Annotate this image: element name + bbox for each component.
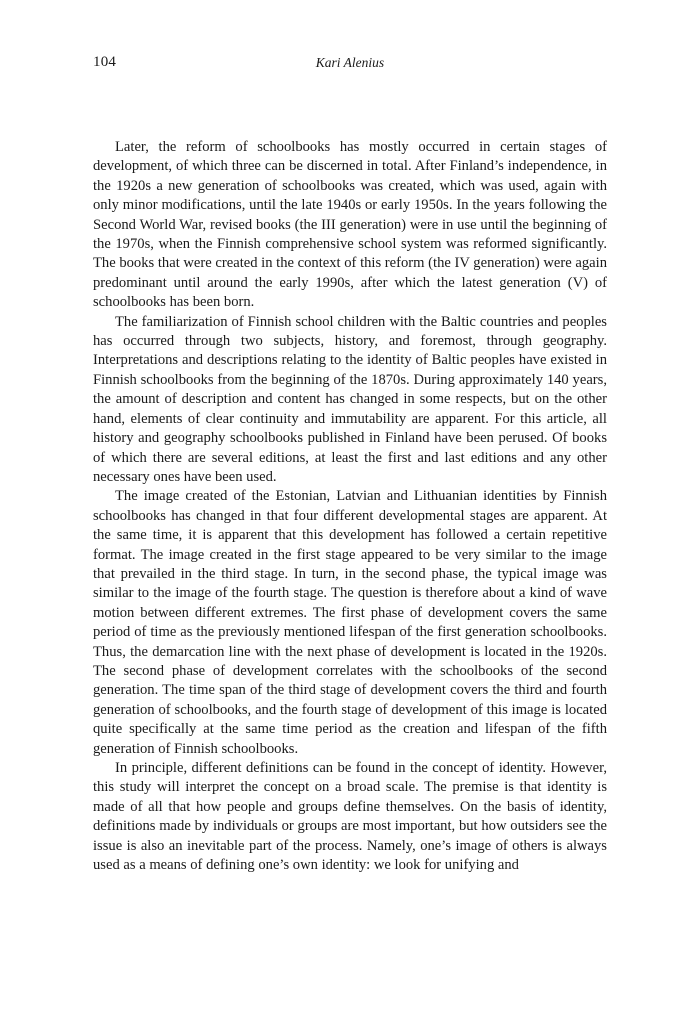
page-number: 104 bbox=[93, 54, 117, 70]
running-head-author: Kari Alenius bbox=[315, 55, 385, 70]
paragraph: In principle, different definitions can be found in the concept of identity. However, this study will interpret the concept on a broad scale. The premise is that identity is made of all that how people and groups define themselves. On the basis of identity, definitions made by individuals or groups are most important, but how outsiders see the issue is also an inevitable part of the process. Namely, one’s image of others is always used as a means of defining one’s own identity: we look for unifying and bbox=[93, 760, 607, 874]
body-text bbox=[93, 138, 607, 875]
paragraph: The familiarization of Finnish school children with the Baltic countries and peoples has occurred through two subjects, history, and foremost, through geography. Interpretations and descriptions relating to the identity of Baltic peoples have existed in Finnish schoolbooks from the beginning of the 1870s. During approximately 140 years, the amount of description and content has changed in some respects, but on the other hand, elements of clear continuity and immutability are apparent. For this article, all history and geography schoolbooks published in Finland have been perused. Of books of which there are several editions, at least the first and last editions and any other necessary ones have been used. bbox=[93, 313, 607, 485]
paragraph: Later, the reform of schoolbooks has mostly occurred in certain stages of development, of which three can be discerned in total. After Finland’s independence, in the 1920s a new generation of schoolbooks was created, which was used, again with only minor modifications, until the late 1940s or early 1950s. In the years following the Second World War, revised books (the III generation) were in use until the beginning of the 1970s, when the Finnish comprehensive school system was reformed significantly. The books that were created in the context of this reform (the IV generation) were again predominant until around the early 1990s, after which the latest generation (V) of schoolbooks has been born. bbox=[93, 139, 607, 311]
paragraph: The image created of the Estonian, Latvian and Lithuanian identities by Finnish schoolbooks has changed in that four different developmental stages are apparent. At the same time, it is apparent that this development has followed a certain repetitive format. The image created in the first stage appeared to be very similar to the image that prevailed in the third stage. In turn, in the second phase, the typical image was similar to the image of the fourth stage. The question is therefore about a kind of wave motion between different extremes. The first phase of development covers the same period of time as the previously mentioned lifespan of the first generation schoolbooks. Thus, the demarcation line with the next phase of development is located in the 1920s. The second phase of development correlates with the schoolbooks of the second generation. The time span of the third stage of development covers the third and fourth generation of schoolbooks, and the fourth stage of development of this image is located quite specifically at the same time period as the creation and lifespan of the fifth generation of Finnish schoolbooks. bbox=[93, 488, 607, 757]
page-header bbox=[93, 54, 607, 74]
